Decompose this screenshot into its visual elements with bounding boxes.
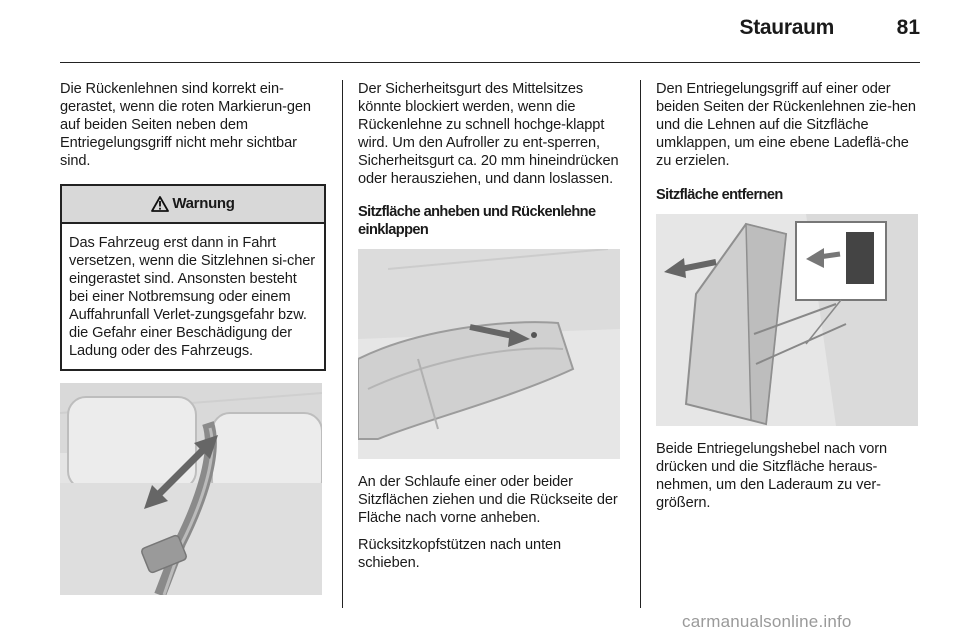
paragraph: Beide Entriegelungshebel nach vorn drücken und die Sitzfläche heraus-nehmen, um den Laderaum zu ver-größern. [656, 441, 888, 511]
paragraph: Rücksitzkopfstützen nach unten schieben. [358, 537, 562, 571]
subheading: Sitzfläche anheben und Rückenlehne einklappen [358, 204, 596, 238]
column-3 [656, 80, 924, 512]
seat-removal-illustration [656, 214, 918, 426]
warning-box [60, 184, 326, 371]
paragraph: An der Schlaufe einer oder beider Sitzflächen ziehen und die Rückseite der Fläche nach vorne anheben. [358, 474, 618, 526]
warning-triangle-icon [151, 196, 169, 212]
paragraph: Der Sicherheitsgurt des Mittelsitzes könnte blockiert werden, wenn die Rückenlehne zu schnell hochge-klappt wird. Um den Aufroller zu ent-sperren, Sicherheitsgurt ca. 20 mm hineindrücken oder herausziehen, und dann loslassen. [358, 81, 619, 187]
warning-header [62, 186, 324, 224]
paragraph: Die Rückenlehnen sind korrekt ein-gerastet, wenn die roten Markierun-gen auf beiden Seiten neben dem Entriegelungsgriff nicht mehr sichtbar sind. [60, 81, 311, 169]
column-divider [342, 80, 343, 608]
headrest-seatbelt-illustration [60, 383, 322, 595]
column-divider [640, 80, 641, 608]
column-2 [358, 80, 626, 572]
page-header [60, 0, 920, 63]
page-number: 81 [896, 16, 920, 39]
section-title: Stauraum [739, 16, 834, 39]
seat-cushion-illustration [358, 249, 620, 459]
subheading: Sitzfläche entfernen [656, 187, 783, 203]
warning-title: Warnung [172, 195, 235, 212]
column-1 [60, 80, 326, 595]
watermark: carmanualsonline.info [682, 612, 852, 631]
warning-text: Das Fahrzeug erst dann in Fahrt versetzen, wenn die Sitzlehnen si-cher eingerastet sind. Ansonsten besteht bei einer Notbremsung oder einem Auffahrunfall Verlet-zungsgefahr bzw. die Gefahr einer Beschädigung der Ladung oder des Fahrzeugs. [69, 235, 316, 359]
paragraph: Den Entriegelungsgriff auf einer oder beiden Seiten der Rückenlehnen zie-hen und die Lehnen auf die Sitzfläche umklappen, um eine ebene Ladeflä-che zu erzielen. [656, 81, 916, 169]
